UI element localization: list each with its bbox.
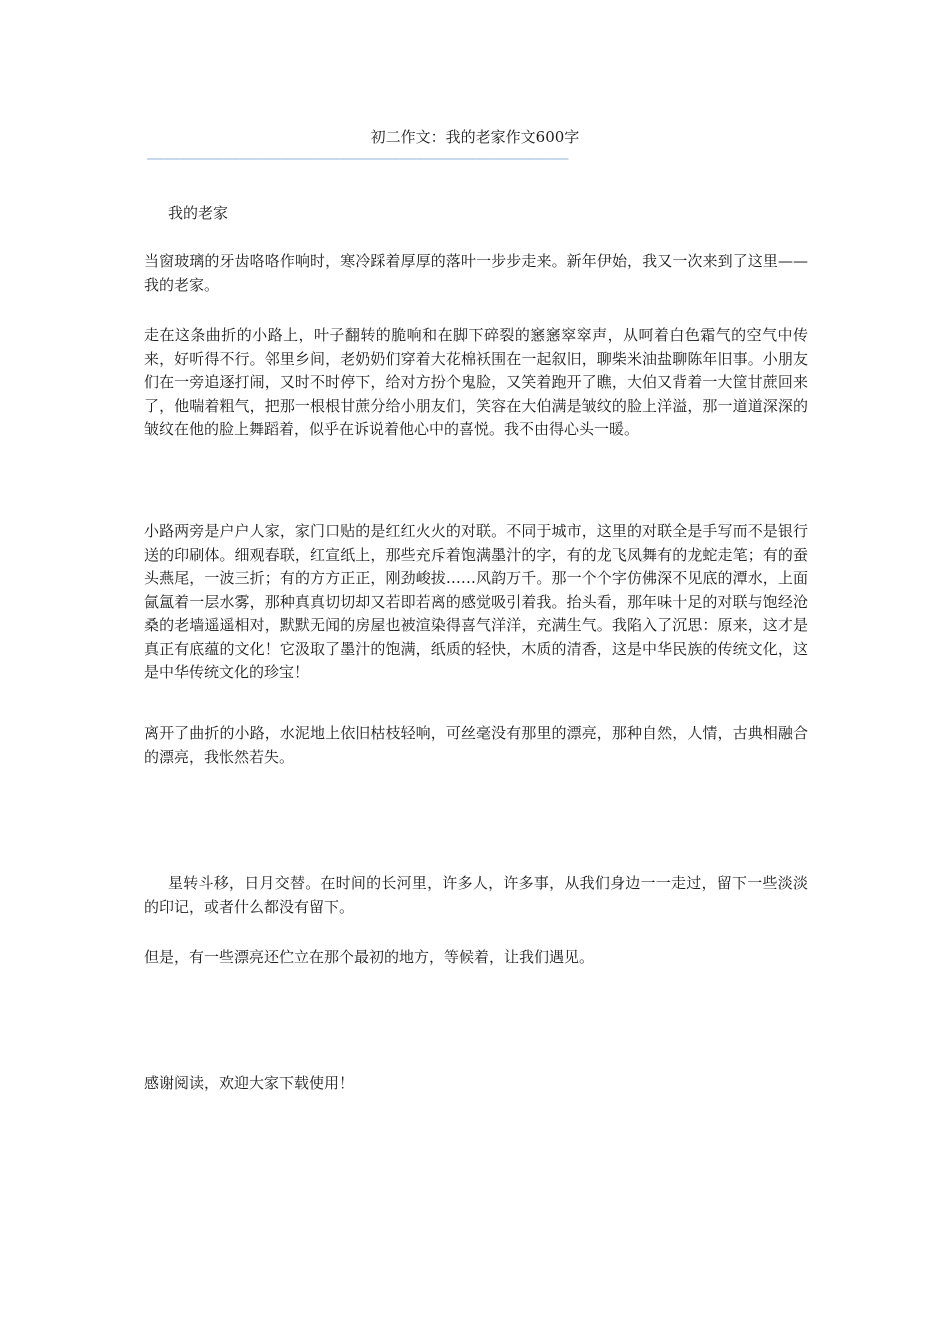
paragraph-5: 星转斗移，日月交替。在时间的长河里，许多人，许多事，从我们身边一一走过，留下一些淡淡的印记，或者什么都没有留下。 (144, 874, 808, 916)
closing-note: 感谢阅读，欢迎大家下载使用！ (144, 1074, 355, 1092)
paragraph-3: 小路两旁是户户人家，家门口贴的是红红火火的对联。不同于城市，这里的对联全是手写而不是银行送的印刷体。细观春联，红宣纸上，那些充斥着饱满墨汁的字，有的龙飞凤舞有的龙蛇走笔；有的蚕头燕尾，一波三折；有的方方正正，刚劲峻拔……风韵万千。那一个个字仿佛深不见底的潭水，上面氤氲着一层水雾，那种真真切切却又若即若离的感觉吸引着我。抬头看，那年味十足的对联与饱经沧桑的老墙遥遥相对，默默无闻的房屋也被渲染得喜气洋洋，充满生气。我陷入了沉思：原来，这才是真正有底蕴的文化！它汲取了墨汁的饱满，纸质的轻快，木质的清香，这是中华民族的传统文化，这是中华传统文化的珍宝！ (144, 522, 808, 681)
page-title: 初二作文：我的老家作文600字 (370, 128, 580, 146)
paragraph-4: 离开了曲折的小路，水泥地上依旧枯枝轻响，可丝毫没有那里的漂亮，那种自然，人情，古典相融合的漂亮，我怅然若失。 (144, 724, 808, 766)
paragraph-2: 走在这条曲折的小路上，叶子翻转的脆响和在脚下碎裂的窸窸窣窣声，从呵着白色霜气的空气中传来，好听得不行。邻里乡间，老奶奶们穿着大花棉袄围在一起叙旧，聊柴米油盐聊陈年旧事。小朋友们在一旁追逐打闹，又时不时停下，给对方扮个鬼脸，又笑着跑开了瞧，大伯又背着一大筐甘蔗回来了，他喘着粗气，把那一根根甘蔗分给小朋友们，笑容在大伯满是皱纹的脸上洋溢，那一道道深深的皱纹在他的脸上舞蹈着，似乎在诉说着他心中的喜悦。我不由得心头一暖。 (144, 326, 808, 438)
essay-heading: 我的老家 (168, 204, 229, 222)
title-divider: —————————————————————————————————————————————————— (147, 152, 569, 166)
paragraph-6: 但是，有一些漂亮还伫立在那个最初的地方，等候着，让我们遇见。 (144, 948, 595, 966)
paragraph-1: 当窗玻璃的牙齿咯咯作响时，寒冷踩着厚厚的落叶一步步走来。新年伊始，我又一次来到了这里——我的老家。 (144, 252, 808, 294)
